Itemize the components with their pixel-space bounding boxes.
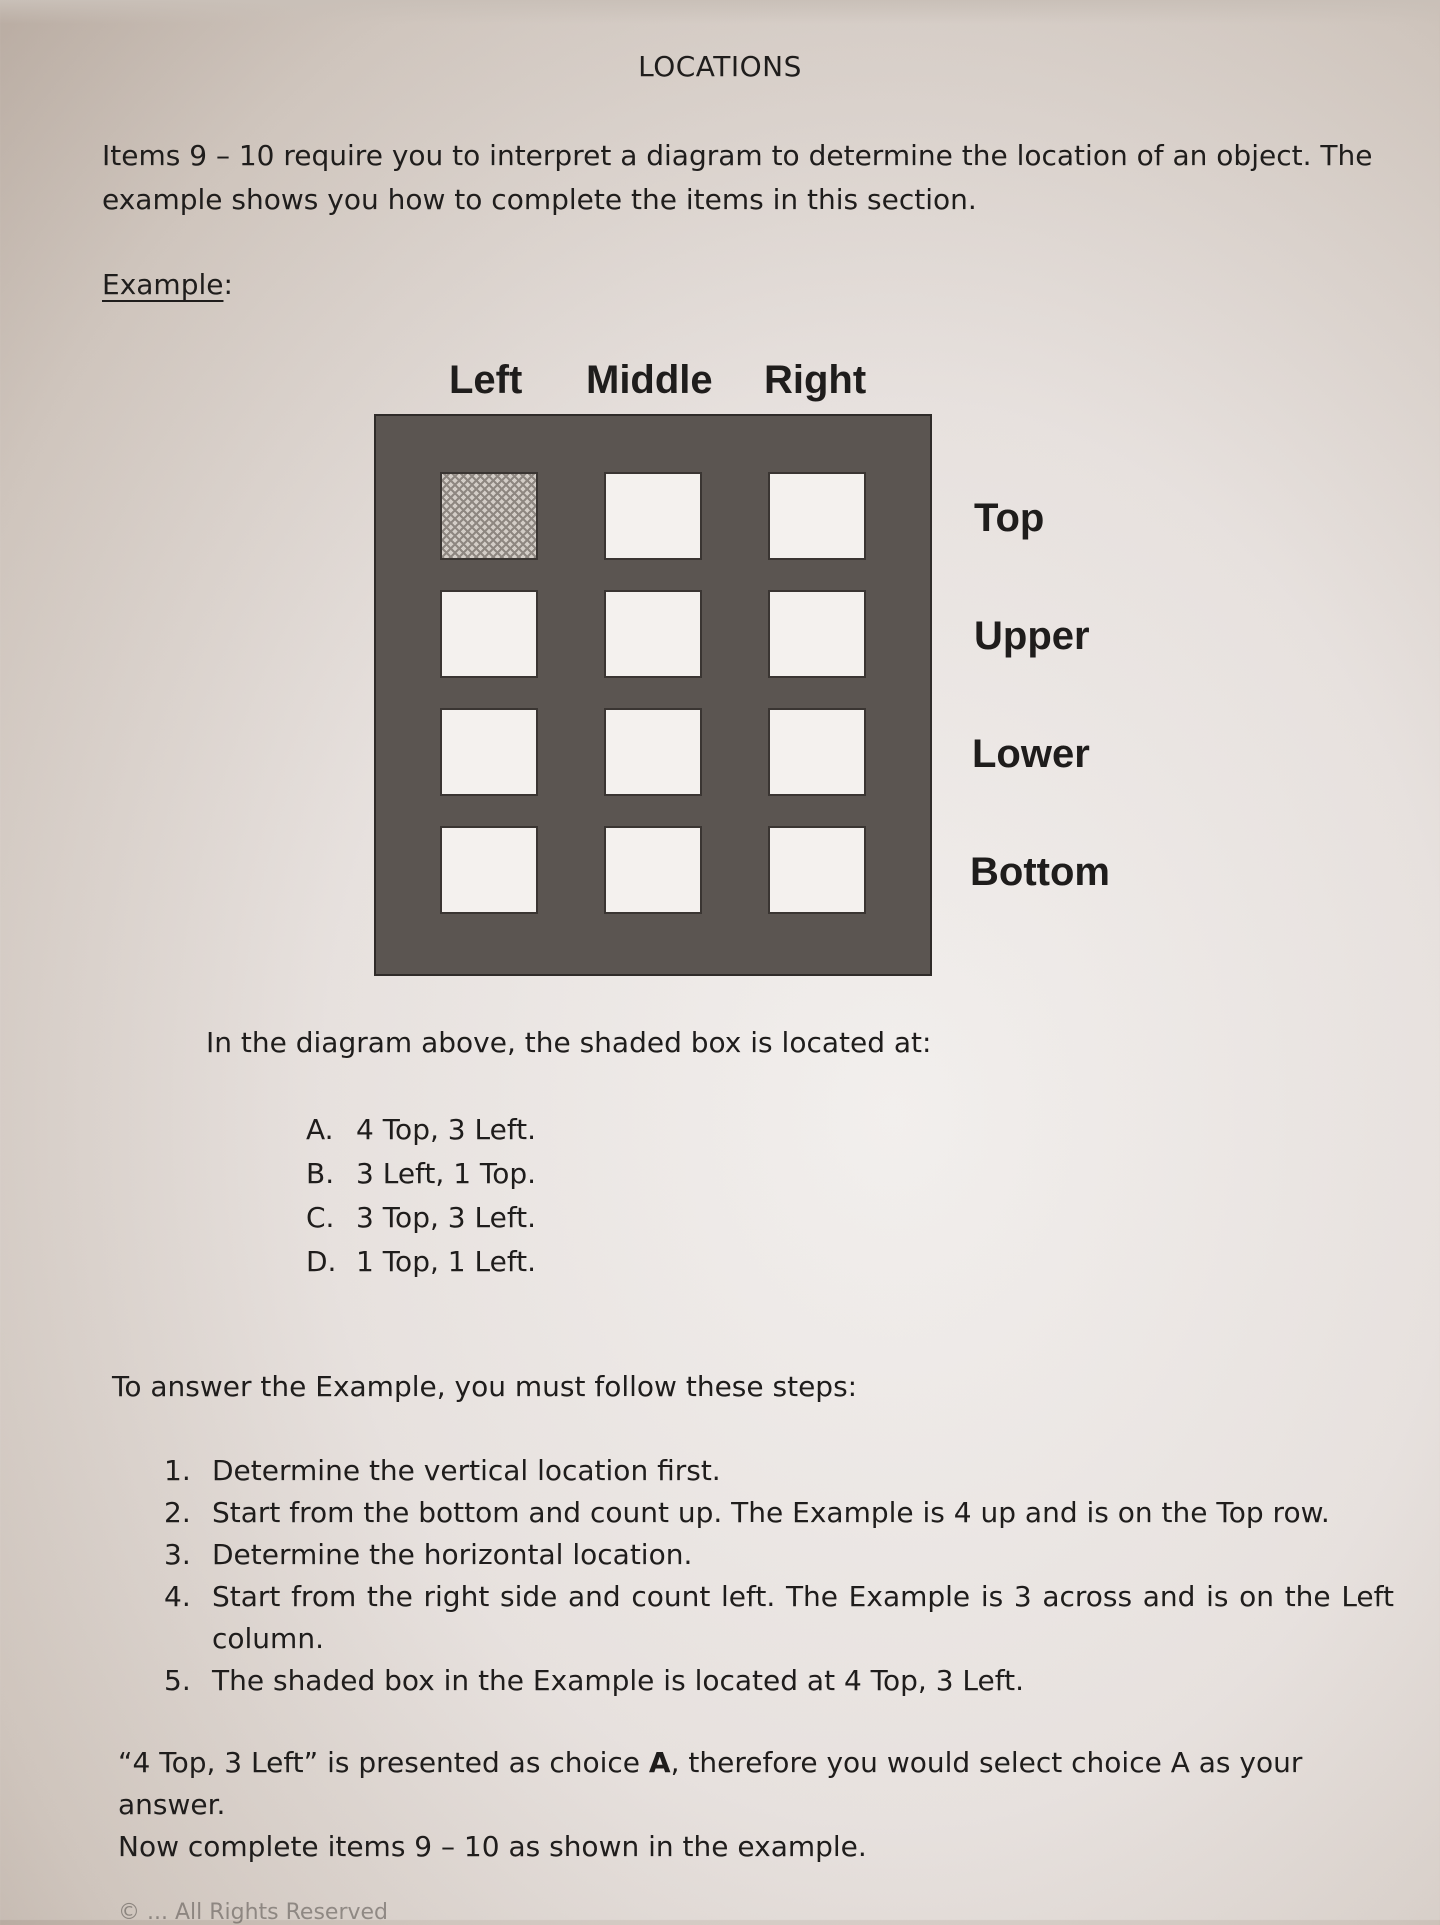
grid-cell-bottom-right [768,826,866,914]
step-item [164,1492,1394,1534]
grid-cell-upper-left [440,590,538,678]
row-label-lower: Lower [972,732,1090,776]
copyright-footer: © ... All Rights Reserved [118,1900,389,1925]
grid-cell-bottom-middle [604,826,702,914]
step-number: 1. [164,1454,191,1487]
choice-letter: C. [306,1201,335,1234]
choice-letter: D. [306,1245,337,1278]
intro-paragraph: Items 9 – 10 require you to interpret a diagram to determine the location of an object. The example shows you how to complete the items in this section. [102,139,1373,216]
grid-cell-top-left [440,472,538,560]
grid-cell-lower-right [768,708,866,796]
question-text: In the diagram above, the shaded box is located at: [206,1026,932,1059]
grid-cell-top-middle [604,472,702,560]
step-text: Determine the horizontal location. [212,1538,693,1571]
choice-text: 4 Top, 3 Left. [356,1113,537,1146]
example-label-colon: : [223,268,233,301]
row-label-bottom: Bottom [970,850,1110,894]
step-text: Start from the bottom and count up. The Example is 4 up and is on the Top row. [212,1496,1330,1529]
step-item [164,1576,1394,1660]
section-title: LOCATIONS [638,50,802,83]
choice-b [306,1152,536,1196]
answer-choices [306,1108,536,1284]
step-item [164,1660,1394,1702]
step-number: 4. [164,1580,191,1613]
step-number: 3. [164,1538,191,1571]
example-label-text: Example [102,268,224,301]
column-label-left: Left [449,358,523,402]
conclusion-choice-bold: A [648,1746,671,1779]
location-grid [374,414,932,976]
column-label-right: Right [764,358,867,402]
step-text: The shaded box in the Example is located at 4 Top, 3 Left. [212,1664,1025,1697]
step-item [164,1534,1394,1576]
conclusion-text-start: “4 Top, 3 Left” is presented as choice [118,1746,649,1779]
choice-text: 3 Left, 1 Top. [356,1157,537,1190]
step-item [164,1450,1394,1492]
choice-text: 3 Top, 3 Left. [356,1201,537,1234]
choice-d [306,1240,536,1284]
grid-cell-bottom-left [440,826,538,914]
step-number: 5. [164,1664,191,1697]
row-label-upper: Upper [974,614,1090,658]
step-text: Determine the vertical location first. [212,1454,721,1487]
example-label [102,268,233,301]
choice-letter: B. [306,1157,335,1190]
steps-list [164,1450,1394,1702]
steps-intro: To answer the Example, you must follow these steps: [112,1370,858,1403]
grid-cell-upper-right [768,590,866,678]
step-text: Start from the right side and count left. The Example is 3 across and is on the Left column. [212,1580,1394,1655]
grid-cell-lower-middle [604,708,702,796]
conclusion-text-end: , therefore you would select choice A as your answer. [118,1746,1303,1821]
choice-letter: A. [306,1113,334,1146]
step-number: 2. [164,1496,191,1529]
grid-cell-top-right [768,472,866,560]
page-top-shadow [0,0,1440,24]
row-label-top: Top [974,496,1045,540]
conclusion-line-1 [118,1742,1418,1826]
choice-text: 1 Top, 1 Left. [356,1245,537,1278]
conclusion-line-2: Now complete items 9 – 10 as shown in the example. [118,1830,867,1863]
conclusion-paragraph [118,1742,1418,1868]
grid-cell-lower-left [440,708,538,796]
grid-cell-upper-middle [604,590,702,678]
choice-c [306,1196,536,1240]
choice-a [306,1108,536,1152]
column-label-middle: Middle [586,358,713,402]
